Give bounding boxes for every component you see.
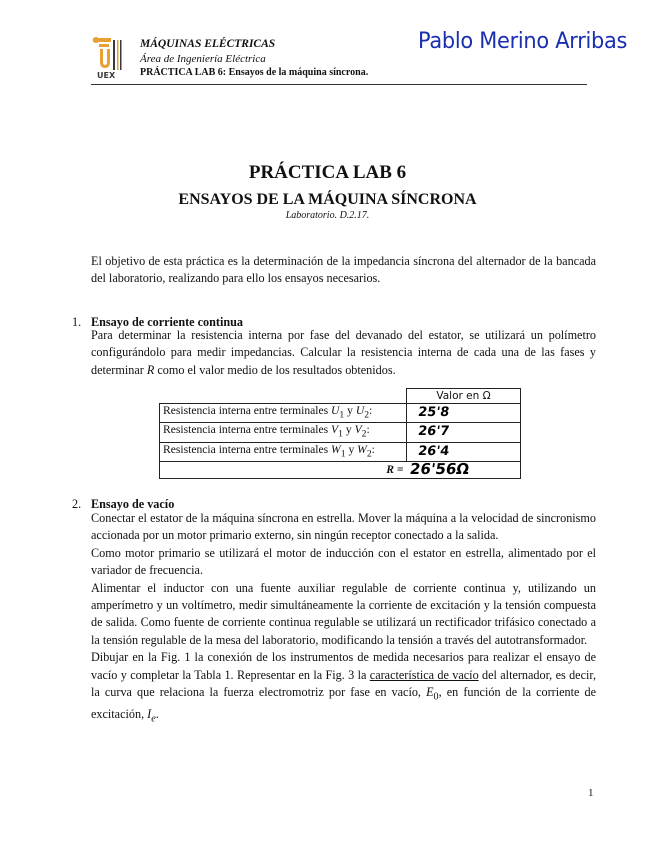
- section-2-body: [91, 510, 596, 728]
- paragraph: Conectar el estator de la máquina síncrona en estrella. Mover la máquina a la velocidad de sincronismo accionada por un motor primario externo, sin ningún receptor conectado a la salida.: [91, 511, 596, 543]
- intro-paragraph: El objetivo de esta práctica es la determinación de la impedancia síncrona del alternador de la bancada del laboratorio, realizando para ello los ensayos necesarios.: [91, 254, 596, 286]
- handwritten-signature: Pablo Merino Arribas: [418, 29, 628, 54]
- handwritten-value: 26'7: [417, 424, 451, 440]
- underlined-term: característica de vacío: [369, 667, 479, 682]
- document-title: PRÁCTICA LAB 6: [248, 162, 407, 183]
- paragraph: Alimentar el inductor con una fuente auxiliar regulable de corriente continua y, utilizando un amperímetro y un voltímetro, medir simultáneamente la corriente de excitación y la tensión compuesta de salida. Como fuente de corriente continua regulable se utilizará un rectificador trifásico conectado a la tensión regulable de la mesa del laboratorio, modificando la tensión a través del autotransformador.: [91, 580, 596, 647]
- header-divider: [91, 84, 587, 85]
- logo-text: UEX: [97, 71, 116, 79]
- section-2-number: 2.: [72, 497, 82, 511]
- table-row: Resistencia interna entre terminales $V_1$ y $V_2$: 26'7: [160, 423, 521, 442]
- result-label: R =: [160, 461, 407, 478]
- lab-location: Laboratorio. D.2.17.: [285, 210, 370, 221]
- table-header-value: Valor en Ω: [407, 389, 521, 404]
- paragraph: Dibujar en la Fig. 1 la conexión de los instrumentos de medida necesarios para realizar el ensayo de vacío y completar la Tabla 1. Representar en la Fig. 3 la característica de vacío del alternador, es decir, la curva que relaciona la fuerza electromotriz por fase en vacío, $E_0$, en función de la corriente de excitación, $I_e$.: [91, 650, 597, 725]
- section-1-number: 1.: [72, 315, 82, 329]
- paragraph: Como motor primario se utilizará el motor de inducción con el estator en estrella, alimentado por el variador de frecuencia.: [91, 545, 596, 578]
- table-row: Resistencia interna entre terminales $U_1$ y $U_2$: 25'8: [160, 404, 521, 423]
- area-title: Área de Ingeniería Eléctrica: [140, 53, 266, 65]
- handwritten-value: 25'8: [417, 405, 451, 421]
- handwritten-value: 26'4: [417, 443, 451, 459]
- handwritten-result: 26'56Ω: [408, 459, 470, 478]
- course-title: MÁQUINAS ELÉCTRICAS: [140, 38, 276, 50]
- resistance-table: [159, 388, 521, 479]
- section-1-title: Ensayo de corriente continua: [91, 315, 243, 329]
- table-header-empty: [160, 389, 407, 404]
- table-result-row: [160, 461, 521, 478]
- page-number: 1: [588, 787, 594, 799]
- practice-title: PRÁCTICA LAB 6: Ensayos de la máquina síncrona.: [140, 67, 369, 78]
- section-2-title: Ensayo de vacío: [91, 497, 175, 511]
- table-row: Resistencia interna entre terminales $W_1$ y $W_2$: 26'4: [160, 442, 521, 461]
- section-1-body: Para determinar la resistencia interna por fase del devanado del estator, se utilizará un polímetro configurándolo para medir impedancias. Calcular la resistencia interna de cada una de las fases y determinar R como el valor medio de los resultados obtenidos.: [91, 328, 596, 377]
- university-logo: [91, 36, 125, 79]
- document-subtitle: ENSAYOS DE LA MÁQUINA SÍNCRONA: [178, 191, 477, 208]
